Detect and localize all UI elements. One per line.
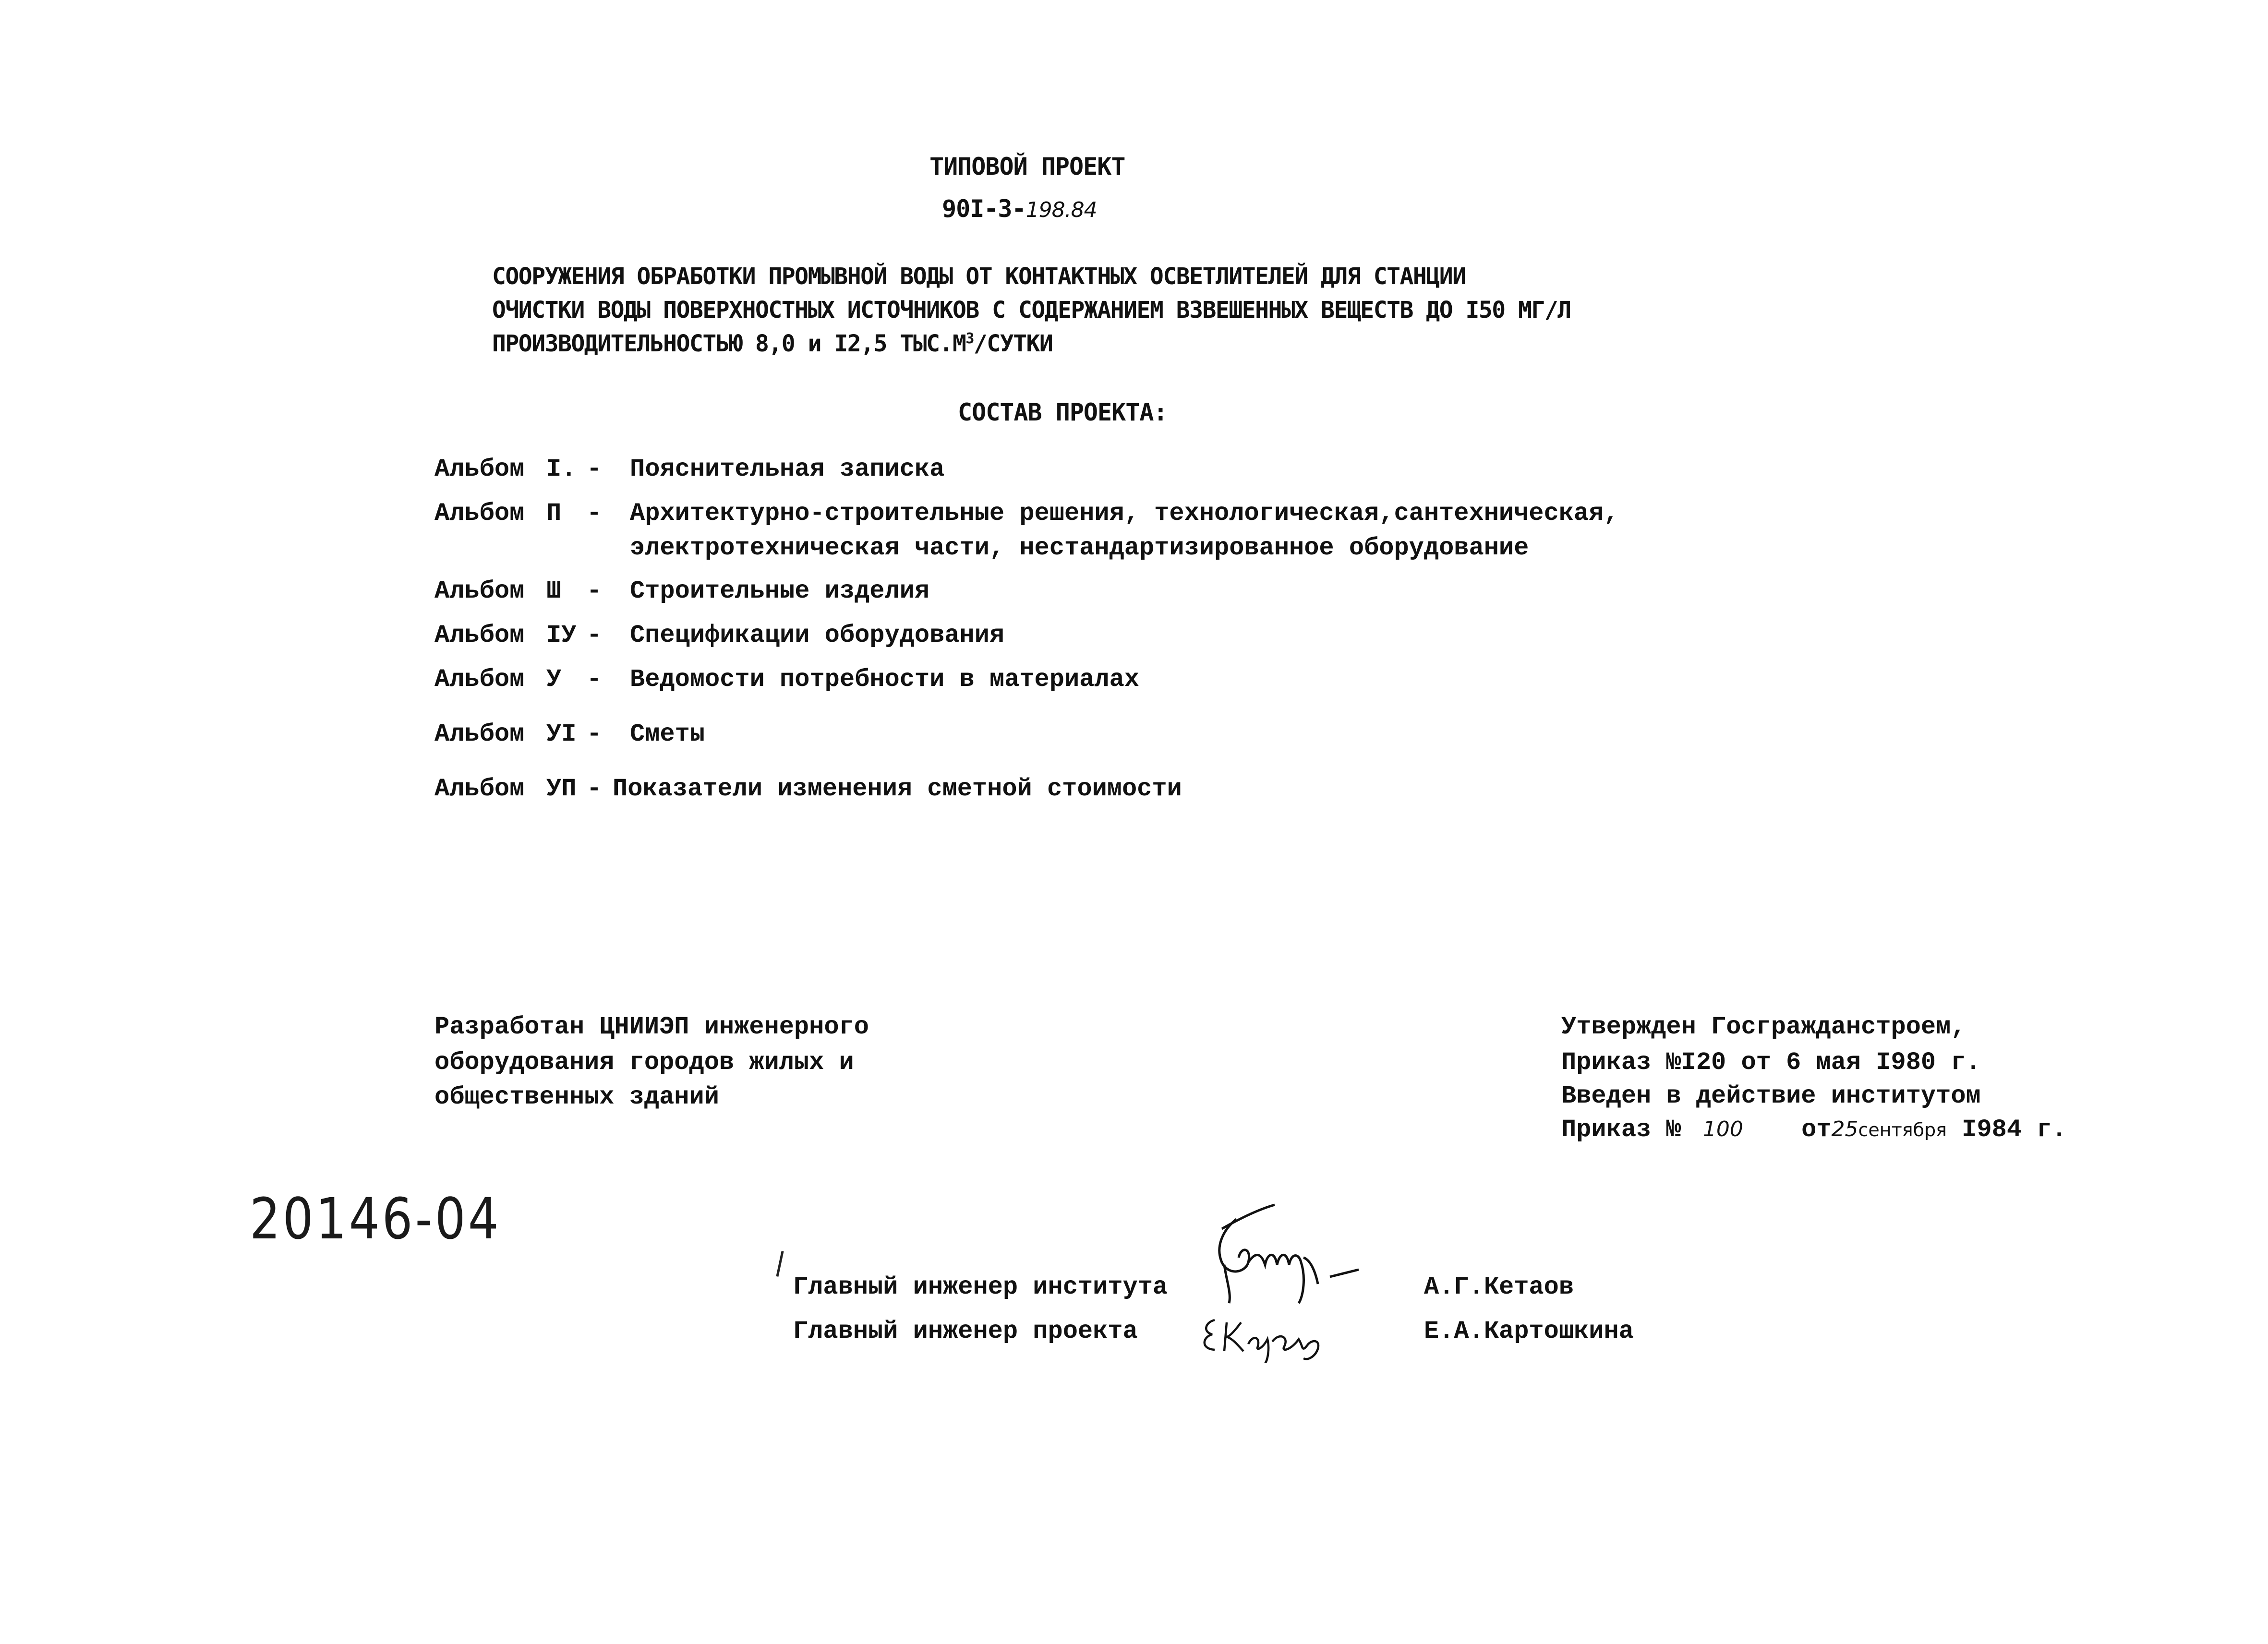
title-superscript: 3 [965,330,974,347]
approval-order-number: 100 [1702,1117,1743,1141]
album-number: Ш [546,577,562,605]
album-number: П [546,499,562,528]
handwritten-signature-1 [1195,1200,1368,1306]
album-number: IУ [546,621,577,649]
album-label: Альбом [434,775,525,803]
approval-line-4 [1561,1116,2067,1144]
album-label: Альбом [434,720,525,748]
title-line-3-prefix: ПРОИЗВОДИТЕЛЬНОСТЬЮ 8,0 и I2,5 ТЫС.М [492,330,966,357]
signature-name-1: А.Г.Кетаов [1424,1273,1574,1301]
album-number: I. [546,455,577,483]
developer-line: оборудования городов жилых и [434,1048,854,1077]
album-label: Альбом [434,499,525,528]
album-description: Показатели изменения сметной стоимости [613,775,1182,803]
album-number: У [546,665,562,694]
album-description: Архитектурно-строительные решения, технологическая,сантехническая, [630,499,1619,528]
approval-order-from: от [1801,1116,1832,1144]
approval-order-prefix: Приказ № [1561,1116,1681,1144]
album-dash: - [587,499,602,528]
approval-line-1: Утвержден Госгражданстроем, [1561,1013,1966,1041]
project-number-printed: 90I-3- [942,195,1026,223]
title-line-1: СООРУЖЕНИЯ ОБРАБОТКИ ПРОМЫВНОЙ ВОДЫ ОТ КОНТАКТНЫХ ОСВЕТЛИТЕЛЕЙ ДЛЯ СТАНЦИИ [492,263,1466,290]
album-number: УП [546,775,577,803]
inventory-number: 20146-04 [250,1186,501,1252]
developer-line: общественных зданий [434,1083,719,1111]
project-number [942,195,1097,223]
approval-order-day: 25 [1831,1117,1858,1141]
album-label: Альбом [434,455,525,483]
album-description: Сметы [630,720,705,748]
composition-heading: СОСТАВ ПРОЕКТА: [958,398,1168,426]
title-line-3 [492,330,1052,357]
approval-line-3: Введен в действие институтом [1561,1082,1981,1110]
album-number: УI [546,720,577,748]
developer-line: Разработан ЦНИИЭП инженерного [434,1013,869,1041]
approval-order-year: I984 г. [1962,1116,2067,1144]
signature-role-1: Главный инженер института [793,1273,1168,1301]
tick-mark [776,1251,784,1277]
album-description: Строительные изделия [630,577,930,605]
album-dash: - [587,720,602,748]
album-dash: - [587,577,602,605]
album-description: Пояснительная записка [630,455,945,483]
album-label: Альбом [434,665,525,694]
album-description-line2: электротехническая части, нестандартизированное оборудование [630,534,1529,562]
signature-name-2: Е.А.Картошкина [1424,1317,1634,1345]
album-description: Ведомости потребности в материалах [630,665,1139,694]
album-dash: - [587,621,602,649]
signature-role-2: Главный инженер проекта [793,1317,1138,1345]
album-dash: - [587,775,602,803]
album-dash: - [587,665,602,694]
album-label: Альбом [434,577,525,605]
title-line-3-suffix: /СУТКИ [973,330,1053,357]
approval-order-month: сентября [1858,1119,1947,1140]
album-dash: - [587,455,602,483]
document-type: ТИПОВОЙ ПРОЕКТ [929,153,1125,180]
project-number-handwritten: 198.84 [1025,198,1097,222]
handwritten-signature-2 [1195,1310,1349,1363]
album-description: Спецификации оборудования [630,621,1005,649]
approval-line-2: Приказ №I20 от 6 мая I980 г. [1561,1048,1981,1077]
album-label: Альбом [434,621,525,649]
title-line-2: ОЧИСТКИ ВОДЫ ПОВЕРХНОСТНЫХ ИСТОЧНИКОВ С СОДЕРЖАНИЕМ ВЗВЕШЕННЫХ ВЕЩЕСТВ ДО I50 МГ/Л [492,297,1571,324]
